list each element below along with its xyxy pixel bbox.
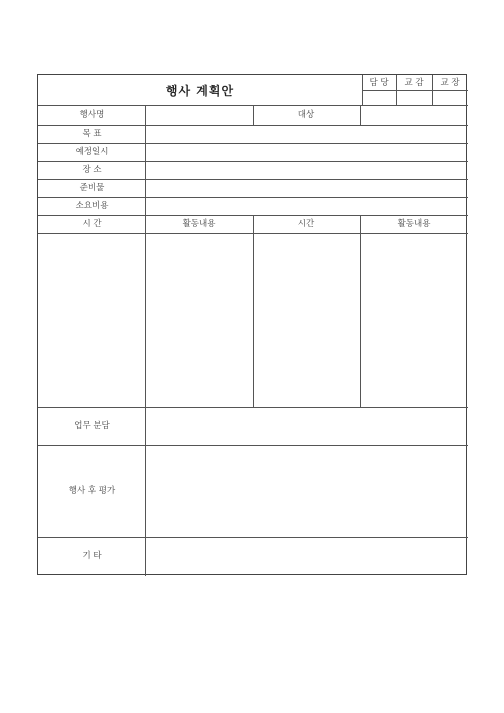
cost-label: 소요비용 [75,200,109,211]
time-column-1[interactable] [39,234,145,407]
target-label: 대상 [297,109,315,120]
supplies-field[interactable] [146,180,468,197]
approval-sign-vice-principal[interactable] [397,91,432,105]
time-header-2: 시간 [297,218,315,229]
event-name-label: 행사명 [79,109,105,120]
form-title: 행사 계획안 [165,84,235,98]
approval-label-principal: 교 장 [440,77,460,88]
activity-column-1[interactable] [146,234,253,407]
duty-division-label: 업무 분담 [74,420,110,431]
cost-field[interactable] [146,198,468,215]
time-column-2[interactable] [254,234,360,407]
approval-sign-principal[interactable] [433,91,468,105]
time-header-1: 시 간 [82,218,102,229]
target-field[interactable] [361,106,468,125]
activity-header-1: 활동내용 [182,218,216,229]
activity-header-2: 활동내용 [397,218,431,229]
place-label: 장 소 [82,164,102,175]
evaluation-field[interactable] [146,446,468,537]
etc-field[interactable] [146,538,468,576]
approval-label-manager: 담 당 [369,77,389,88]
scheduled-date-label: 예정일시 [75,146,109,157]
approval-sign-manager[interactable] [363,91,396,105]
place-field[interactable] [146,162,468,179]
activity-column-2[interactable] [361,234,468,407]
event-plan-form [37,74,467,575]
goal-field[interactable] [146,126,468,143]
goal-label: 목 표 [82,128,102,139]
scheduled-date-field[interactable] [146,144,468,161]
col-divider [253,105,254,125]
event-name-field[interactable] [146,106,253,125]
duty-division-field[interactable] [146,408,468,445]
approval-label-vice-principal: 교 감 [404,77,424,88]
supplies-label: 준비물 [79,182,105,193]
evaluation-label: 행사 후 평가 [68,485,116,496]
etc-label: 기 타 [82,550,102,561]
